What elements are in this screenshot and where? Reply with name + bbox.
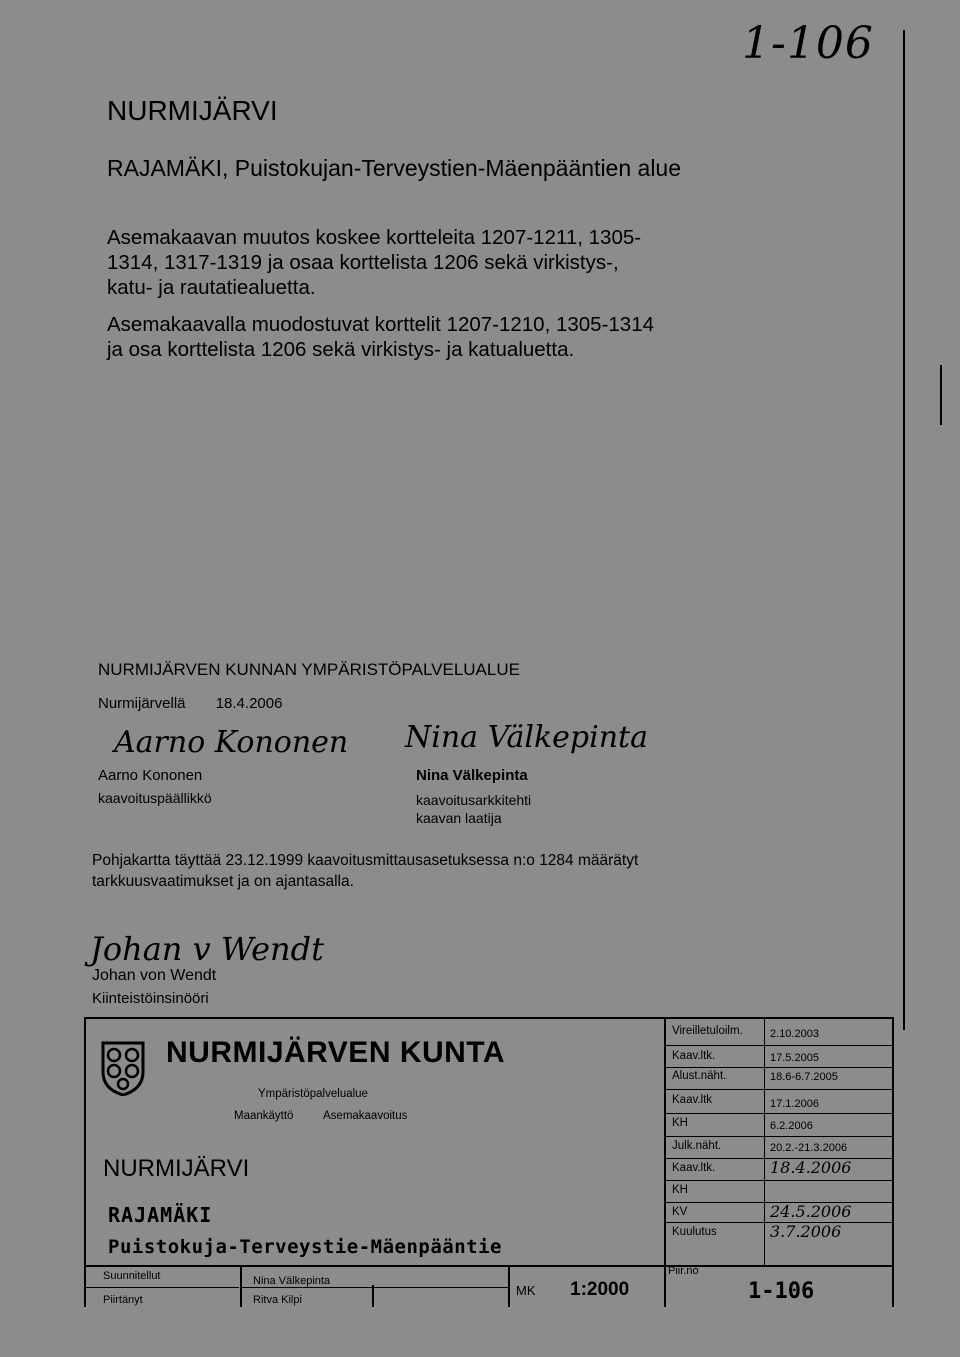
row-label: KH	[672, 1117, 688, 1129]
surveyor-role: Kiinteistöinsinööri	[92, 990, 209, 1007]
department-name: NURMIJÄRVEN KUNNAN YMPÄRISTÖPALVELUALUE	[98, 660, 520, 679]
title-block-district: RAJAMÄKI	[108, 1203, 213, 1227]
signer-name: Nina Välkepinta	[416, 767, 528, 784]
row-value: 20.2.-21.3.2006	[770, 1142, 848, 1154]
designer-name: Nina Välkepinta	[253, 1275, 331, 1287]
signature-wendt: Johan v Wendt	[90, 930, 324, 968]
signature-valkepinta: Nina Välkepinta	[405, 720, 648, 755]
row-value: 24.5.2006	[770, 1202, 852, 1221]
signer-role: kaavoituspäällikkö	[98, 790, 212, 806]
paragraph-formed-blocks: Asemakaavalla muodostuvat korttelit 1207-1210, 1305-1314 ja osa korttelista 1206 sekä virkistys- ja katualuetta.	[107, 313, 655, 361]
base-map-note: Pohjakartta täyttää 23.12.1999 kaavoitusmittausasetuksessa n:o 1284 määrätyt tarkkuusvaatimukset ja on ajantasalla.	[92, 852, 639, 890]
label-piirtanyt: Piirtänyt	[103, 1294, 143, 1306]
unit-maankaytto: Maankäyttö	[234, 1110, 294, 1122]
department: Ympäristöpalvelualue	[258, 1088, 368, 1100]
signer-name: Aarno Kononen	[98, 767, 203, 784]
place-date	[98, 695, 282, 712]
row-label: Alust.näht.	[672, 1070, 727, 1082]
row-label: Kaav.ltk.	[672, 1050, 716, 1062]
label-suunnitellut: Suunnitellut	[103, 1270, 161, 1282]
row-value: 6.2.2006	[770, 1120, 813, 1132]
row-value: 17.1.2006	[770, 1098, 819, 1110]
page-edge-line	[940, 365, 942, 425]
row-label: KH	[672, 1184, 688, 1196]
row-value: 17.5.2005	[770, 1052, 819, 1064]
municipality-name: NURMIJÄRVEN KUNTA	[166, 1036, 506, 1069]
scale-label: MK	[516, 1283, 536, 1298]
drafter-name: Ritva Kilpi	[253, 1294, 302, 1306]
date: 18.4.2006	[215, 695, 283, 712]
paragraph-change-scope: Asemakaavan muutos koskee kortteleita 1207-1211, 1305-1314, 1317-1319 ja osaa korttelista 1206 sekä virkistys-, katu- ja rautatiealuetta.	[107, 226, 642, 299]
surveyor-name: Johan von Wendt	[92, 967, 217, 984]
municipal-crest-icon	[100, 1040, 146, 1096]
unit-asemakaavoitus: Asemakaavoitus	[323, 1110, 408, 1122]
row-label: Kuulutus	[672, 1226, 717, 1238]
row-label: Vireilletuloilm.	[672, 1025, 743, 1037]
area-title: RAJAMÄKI, Puistokujan-Terveystien-Mäenpääntien alue	[107, 155, 682, 181]
municipality-heading: NURMIJÄRVI	[107, 95, 278, 126]
row-value: 18.6-6.7.2005	[770, 1071, 838, 1083]
title-block-road: Puistokuja-Terveystie-Mäenpääntie	[108, 1236, 502, 1258]
row-label: Kaav.ltk.	[672, 1162, 716, 1174]
place: Nurmijärvellä	[98, 695, 186, 712]
scale-value: 1:2000	[570, 1279, 630, 1300]
signature-kononen: Aarno Kononen	[114, 725, 349, 760]
row-label: KV	[672, 1206, 688, 1218]
signer-role: kaavoitusarkkitehti	[416, 792, 532, 808]
title-block-place: NURMIJÄRVI	[103, 1155, 250, 1182]
drawing-number-label: Piir.no	[668, 1265, 699, 1277]
row-label: Julk.näht.	[672, 1140, 722, 1152]
row-label: Kaav.ltk	[672, 1094, 713, 1106]
page-edge-line	[903, 30, 905, 1030]
signer-role-secondary: kaavan laatija	[416, 810, 502, 826]
row-value: 3.7.2006	[770, 1222, 842, 1241]
row-value: 2.10.2003	[770, 1028, 819, 1040]
row-value: 18.4.2006	[770, 1158, 852, 1177]
drawing-number: 1-106	[748, 1279, 815, 1304]
document-number: 1-106	[742, 18, 874, 69]
